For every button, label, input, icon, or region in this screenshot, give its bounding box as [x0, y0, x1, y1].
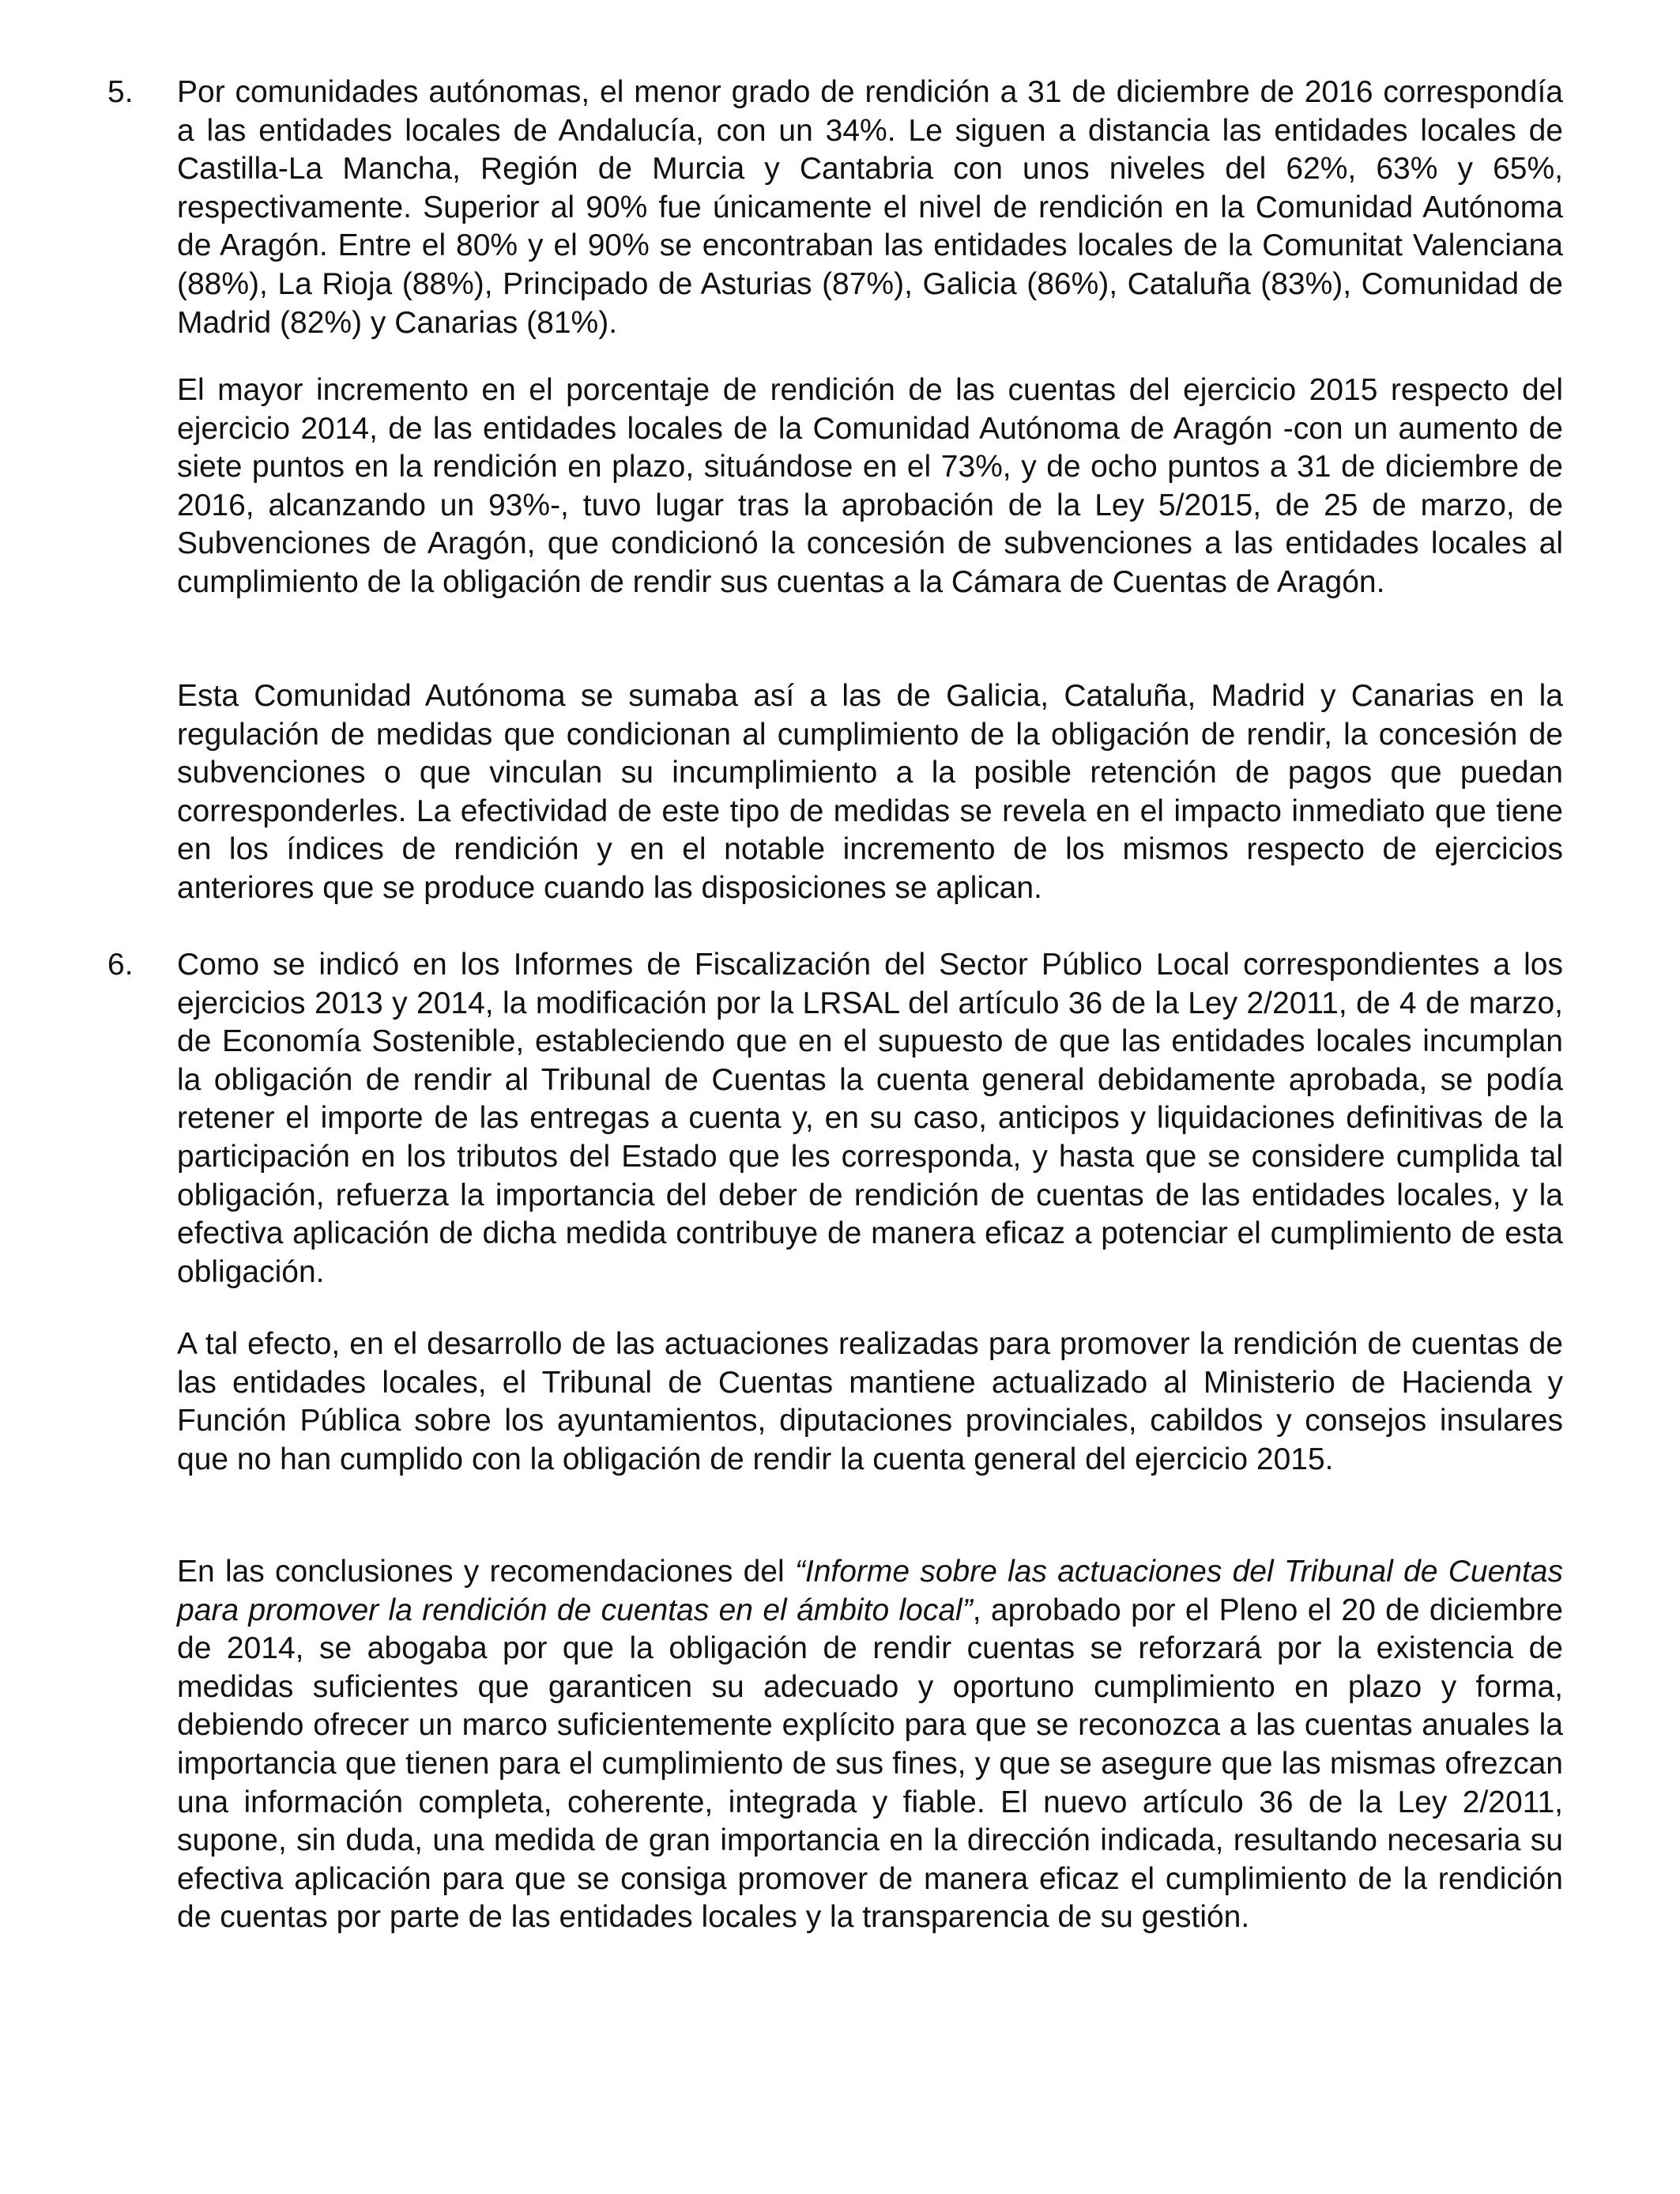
section-number: 5. [107, 75, 134, 109]
paragraph-5-3: Esta Comunidad Autónoma se sumaba así a las de Galicia, Cataluña, Madrid y Canarias en la regulación de medidas que condicionan al cumplimiento de la obligación de rendir, la concesión de subvenciones o que vinculan su incumplimiento a la posible retención de pagos que puedan corresponderles. La efectividad de este tipo de medidas se revela en el impacto inmediato que tiene en los índices de rendición y en el notable incremento de los mismos respecto de ejercicios anteriores que se produce cuando las disposiciones se aplican. [177, 679, 1563, 905]
report-title-italic: “Informe sobre las actuaciones del Tribunal de Cuentas para promover la rendición de cuentas en el ámbito local” [177, 1555, 1564, 1627]
paragraph-5-1: Por comunidades autónomas, el menor grado de rendición a 31 de diciembre de 2016 correspondía a las entidades locales de Andalucía, con un 34%. Le siguen a distancia las entidades locales de Castilla-La Mancha, Región de Murcia y Cantabria con unos niveles del 62%, 63% y 65%, respectivamente. Superior al 90% fue únicamente el nivel de rendición en la Comunidad Autónoma de Aragón. Entre el 80% y el 90% se encontraban las entidades locales de la Comunitat Valenciana (88%), La Rioja (88%), Principado de Asturias (87%), Galicia (86%), Cataluña (83%), Comunidad de Madrid (82%) y Canarias (81%). [177, 75, 1563, 340]
paragraph-6-3 [177, 1553, 1563, 1937]
paragraph-6-1: Como se indicó en los Informes de Fiscalización del Sector Público Local correspondientes a los ejercicios 2013 y 2014, la modificación por la LRSAL del artículo 36 de la Ley 2/2011, de 4 de marzo, de Economía Sostenible, estableciendo que en el supuesto de que las entidades locales incumplan la obligación de rendir al Tribunal de Cuentas la cuenta general debidamente aprobada, se podía retener el importe de las entregas a cuenta y, en su caso, anticipos y liquidaciones definitivas de la participación en los tributos del Estado que les corresponda, y hasta que se considere cumplida tal obligación, refuerza la importancia del deber de rendición de cuentas de las entidades locales, y la efectiva aplicación de dicha medida contribuye de manera eficaz a potenciar el cumplimiento de esta obligación. [177, 948, 1563, 1289]
paragraph-5-2: El mayor incremento en el porcentaje de rendición de las cuentas del ejercicio 2015 respecto del ejercicio 2014, de las entidades locales de la Comunidad Autónoma de Aragón -con un aumento de siete puntos en la rendición en plazo, situándose en el 73%, y de ocho puntos a 31 de diciembre de 2016, alcanzando un 93%-, tuvo lugar tras la aprobación de la Ley 5/2015, de 25 de marzo, de Subvenciones de Aragón, que condicionó la concesión de subvenciones a las entidades locales al cumplimiento de la obligación de rendir sus cuentas a la Cámara de Cuentas de Aragón. [177, 373, 1563, 599]
section-number: 6. [107, 948, 134, 982]
paragraph-6-3-rest: , aprobado por el Pleno el 20 de diciembre de 2014, se abogaba por que la obligación de rendir cuentas se reforzará por la existencia de medidas suficientes que garanticen su adecuado y oportuno cumplimiento en plazo y forma, debiendo ofrecer un marco suficientemente explícito para que se reconozca a las cuentas anuales la importancia que tienen para el cumplimiento de sus fines, y que se asegure que las mismas ofrezcan una información completa, coherente, integrada y fiable. El nuevo artículo 36 de la Ley 2/2011, supone, sin duda, una medida de gran importancia en la dirección indicada, resultando necesaria su efectiva aplicación para que se consiga promover de manera eficaz el cumplimiento de la rendición de cuentas por parte de las entidades locales y la transparencia de su gestión. [177, 1593, 1563, 1935]
paragraph-6-3-lead: En las conclusiones y recomendaciones del [177, 1555, 795, 1589]
paragraph-6-2: A tal efecto, en el desarrollo de las actuaciones realizadas para promover la rendición de cuentas de las entidades locales, el Tribunal de Cuentas mantiene actualizado al Ministerio de Hacienda y Función Pública sobre los ayuntamientos, diputaciones provinciales, cabildos y consejos insulares que no han cumplido con la obligación de rendir la cuenta general del ejercicio 2015. [177, 1327, 1563, 1476]
